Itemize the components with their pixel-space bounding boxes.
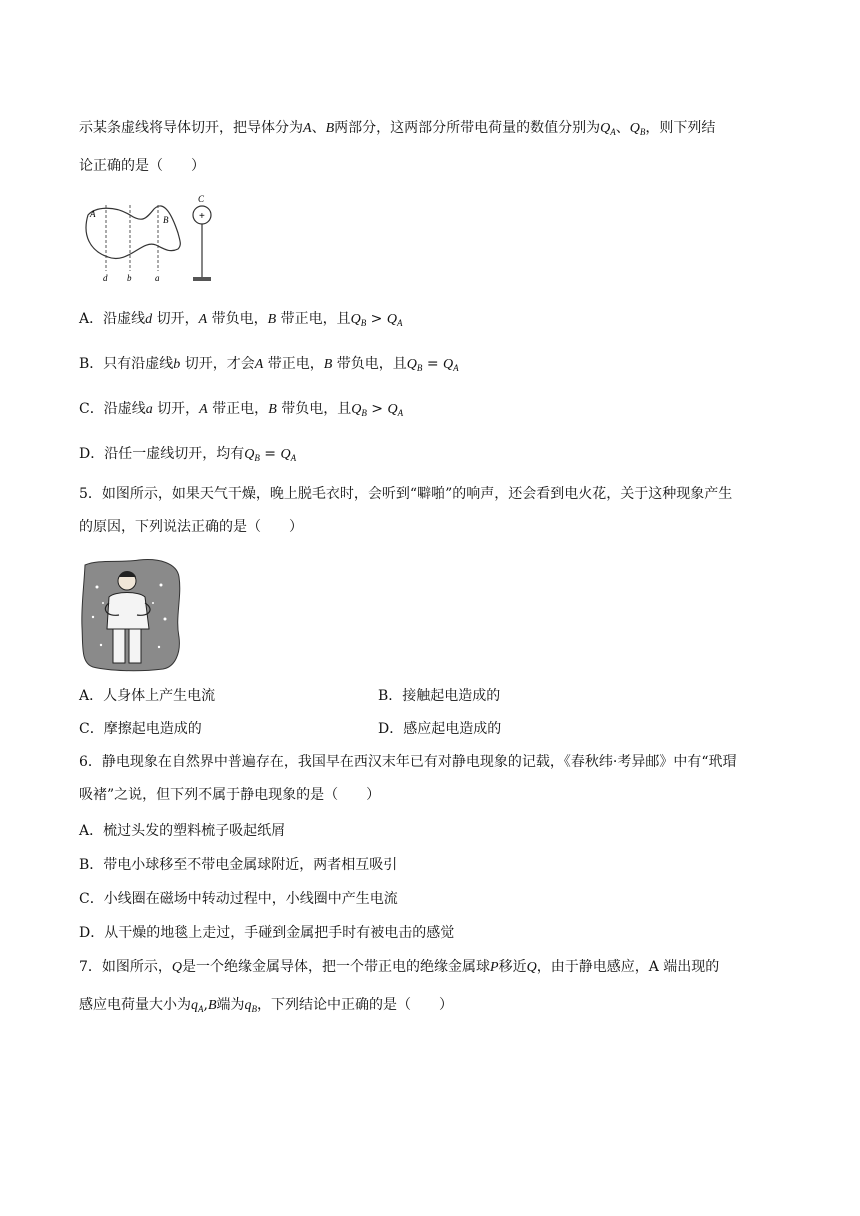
q6-option-A: A．梳过头发的塑料梳子吸起纸屑 bbox=[79, 823, 286, 839]
q4-option-D: D．沿任一虚线切开，均有$Q_B = Q_A$ bbox=[79, 446, 297, 463]
q7-stem-line2: 感应电荷量大小为$q_A,B$端为$q_B$，下列结论中正确的是（ ） bbox=[79, 997, 454, 1014]
conductor-figure bbox=[80, 193, 220, 285]
label-b: b bbox=[127, 273, 132, 283]
q7-stem-line1: 7．如图所示，Q是一个绝缘金属导体，把一个带正电的绝缘金属球P移近Q，由于静电感应，A 端出现的 bbox=[79, 959, 720, 975]
sweater-spark-illustration bbox=[79, 557, 183, 673]
q6-option-B: B．带电小球移至不带电金属球附近，两者相互吸引 bbox=[79, 857, 398, 873]
label-B: B bbox=[163, 215, 169, 225]
sphere-plus: + bbox=[199, 211, 205, 222]
label-A: A bbox=[90, 209, 96, 219]
q5-option-C: C．摩擦起电造成的 bbox=[79, 721, 202, 737]
q5-stem-line2: 的原因，下列说法正确的是（ ） bbox=[79, 519, 303, 535]
q4-stem-line2: 论正确的是（ ） bbox=[79, 158, 205, 174]
q4-option-A: A．沿虚线d 切开，A 带负电，B 带正电，且$Q_B > Q_A$ bbox=[79, 311, 403, 328]
q5-option-A: A．人身体上产生电流 bbox=[79, 688, 216, 704]
q5-option-B: B．接触起电造成的 bbox=[378, 688, 501, 704]
q6-option-C: C．小线圈在磁场中转动过程中，小线圈中产生电流 bbox=[79, 891, 398, 907]
q6-stem-line2: 吸褚”之说，但下列不属于静电现象的是（ ） bbox=[79, 787, 381, 803]
q4-option-B: B．只有沿虚线b 切开，才会A 带正电，B 带负电，且$Q_B = Q_A$ bbox=[79, 356, 459, 373]
conductor-body bbox=[86, 206, 180, 259]
q5-option-D: D．感应起电造成的 bbox=[378, 721, 502, 737]
label-d: d bbox=[103, 273, 108, 283]
label-C: C bbox=[198, 194, 205, 204]
q4-stem-line1: 示某条虚线将导体切开，把导体分为A、B两部分，这两部分所带电荷量的数值分别为$Q_A$、$Q_B$，则下列结 bbox=[79, 120, 716, 137]
stand-base bbox=[193, 277, 211, 281]
q5-stem-line1: 5．如图所示，如果天气干燥，晚上脱毛衣时，会听到“噼啪”的响声，还会看到电火花，关于这种现象产生 bbox=[79, 486, 733, 502]
q4-option-C: C．沿虚线a 切开，A 带正电，B 带负电，且$Q_B > Q_A$ bbox=[79, 401, 404, 418]
q6-stem-line1: 6．静电现象在自然界中普遍存在，我国早在西汉末年已有对静电现象的记载，《春秋纬·考异邮》中有“玳瑁 bbox=[79, 754, 737, 770]
q6-option-D: D．从干燥的地毯上走过，手碰到金属把手时有被电击的感觉 bbox=[79, 925, 455, 941]
label-a: a bbox=[155, 273, 160, 283]
